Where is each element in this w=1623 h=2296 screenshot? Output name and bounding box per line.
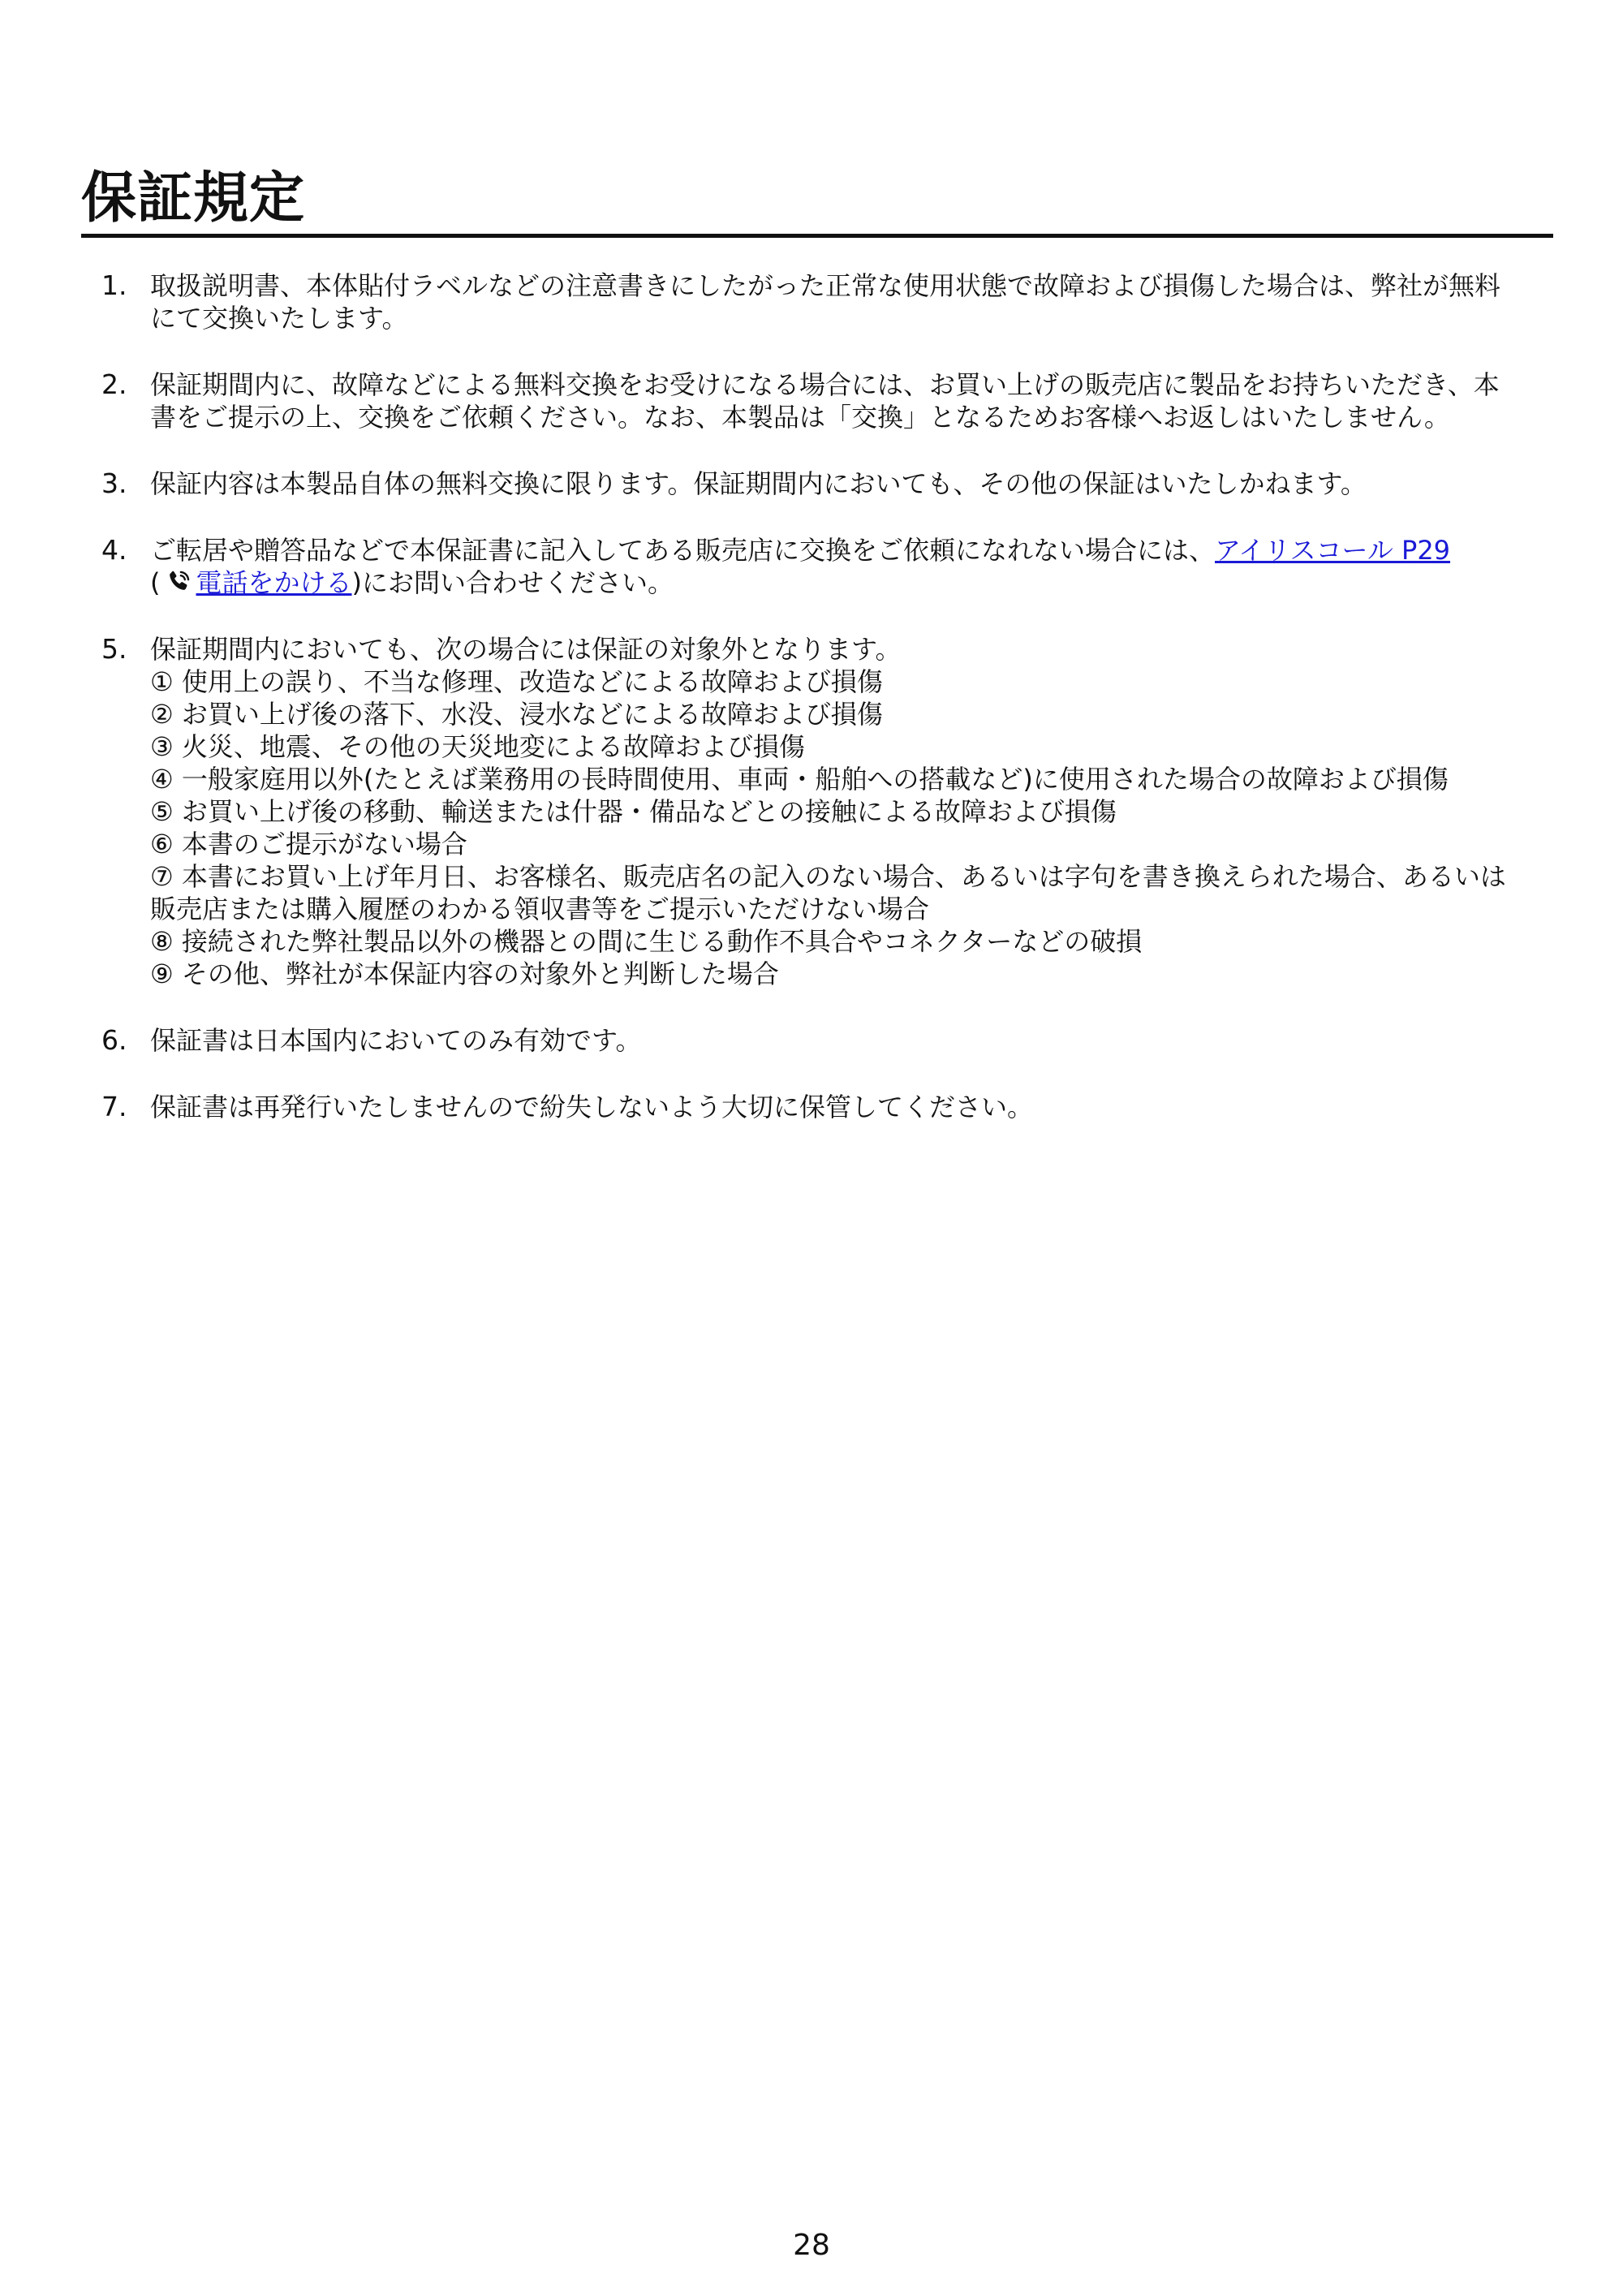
item-text-line: 書をご提示の上、交換をご依頼ください。なお、本製品は「交換」となるためお客様へお返しはいたしません。 (150, 402, 1450, 433)
item-text-line: 保証書は再発行いたしませんので紛失しないよう大切に保管してください。 (150, 1092, 1034, 1122)
item-number: 3. (101, 467, 127, 499)
list-item-1 (101, 269, 1546, 334)
item-text: ご転居や贈答品などで本保証書に記入してある販売店に交換をご依頼になれない場合には、 (150, 535, 1216, 566)
page-title: 保証規定 (81, 166, 306, 230)
item-text-line: 保証期間内においても、次の場合には保証の対象外となります。 (150, 634, 902, 665)
list-item-4 (101, 534, 1546, 599)
item-text-line (150, 566, 1546, 599)
list-item-7 (101, 1091, 1546, 1123)
title-divider (81, 234, 1553, 238)
item-text-line (150, 534, 1546, 566)
phone-icon (165, 568, 192, 596)
sub-item-9: ⑨ その他、弊社が本保証内容の対象外と判断した場合 (150, 958, 779, 989)
sub-item-1: ① 使用上の誤り、不当な修理、改造などによる故障および損傷 (150, 666, 883, 697)
item-number: 1. (101, 269, 127, 301)
list-item-3 (101, 467, 1546, 500)
sub-item-7: ⑦ 本書にお買い上げ年月日、お客様名、販売店名の記入のない場合、あるいは字句を書き換えられた場合、あるいは (150, 861, 1506, 892)
item-text: )にお問い合わせください。 (351, 567, 674, 598)
sub-item-8: ⑧ 接続された弊社製品以外の機器との間に生じる動作不具合やコネクターなどの破損 (150, 926, 1143, 957)
sub-item-3: ③ 火災、地震、その他の天災地変による故障および損傷 (150, 731, 805, 762)
sub-item-4: ④ 一般家庭用以外(たとえば業務用の長時間使用、車両・船舶への搭載など)に使用された場合の故障および損傷 (150, 764, 1449, 795)
page-number: 28 (793, 2229, 830, 2262)
iris-call-link[interactable]: アイリスコール P29 (1215, 535, 1451, 566)
sub-item-5: ⑤ お買い上げ後の移動、輸送または什器・備品などとの接触による故障および損傷 (150, 796, 1117, 827)
sub-item-2: ② お買い上げ後の落下、水没、浸水などによる故障および損傷 (150, 699, 883, 730)
list-item-2 (101, 368, 1546, 433)
list-item-6 (101, 1024, 1546, 1057)
warranty-terms-list (101, 269, 1546, 1157)
item-number: 2. (101, 368, 127, 400)
sub-item-6: ⑥ 本書のご提示がない場合 (150, 829, 467, 859)
list-item-5 (101, 633, 1546, 990)
sub-item-7-continued: 販売店または購入履歴のわかる領収書等をご提示いただけない場合 (150, 894, 930, 924)
item-number: 7. (101, 1091, 127, 1122)
item-text-line: にて交換いたします。 (150, 303, 408, 334)
item-text-line: 取扱説明書、本体貼付ラベルなどの注意書きにしたがった正常な使用状態で故障および損傷した場合は、弊社が無料 (150, 270, 1501, 301)
item-text-line: 保証内容は本製品自体の無料交換に限ります。保証期間内においても、その他の保証はいたしかねます。 (150, 468, 1367, 499)
item-number: 5. (101, 633, 127, 665)
item-text-line: 保証書は日本国内においてのみ有効です。 (150, 1025, 642, 1056)
call-phone-link[interactable]: 電話をかける (196, 567, 352, 598)
item-text-line: 保証期間内に、故障などによる無料交換をお受けになる場合には、お買い上げの販売店に製品をお持ちいただき、本 (150, 369, 1500, 400)
item-number: 6. (101, 1024, 127, 1056)
item-number: 4. (101, 534, 127, 566)
open-paren: ( (150, 567, 161, 598)
